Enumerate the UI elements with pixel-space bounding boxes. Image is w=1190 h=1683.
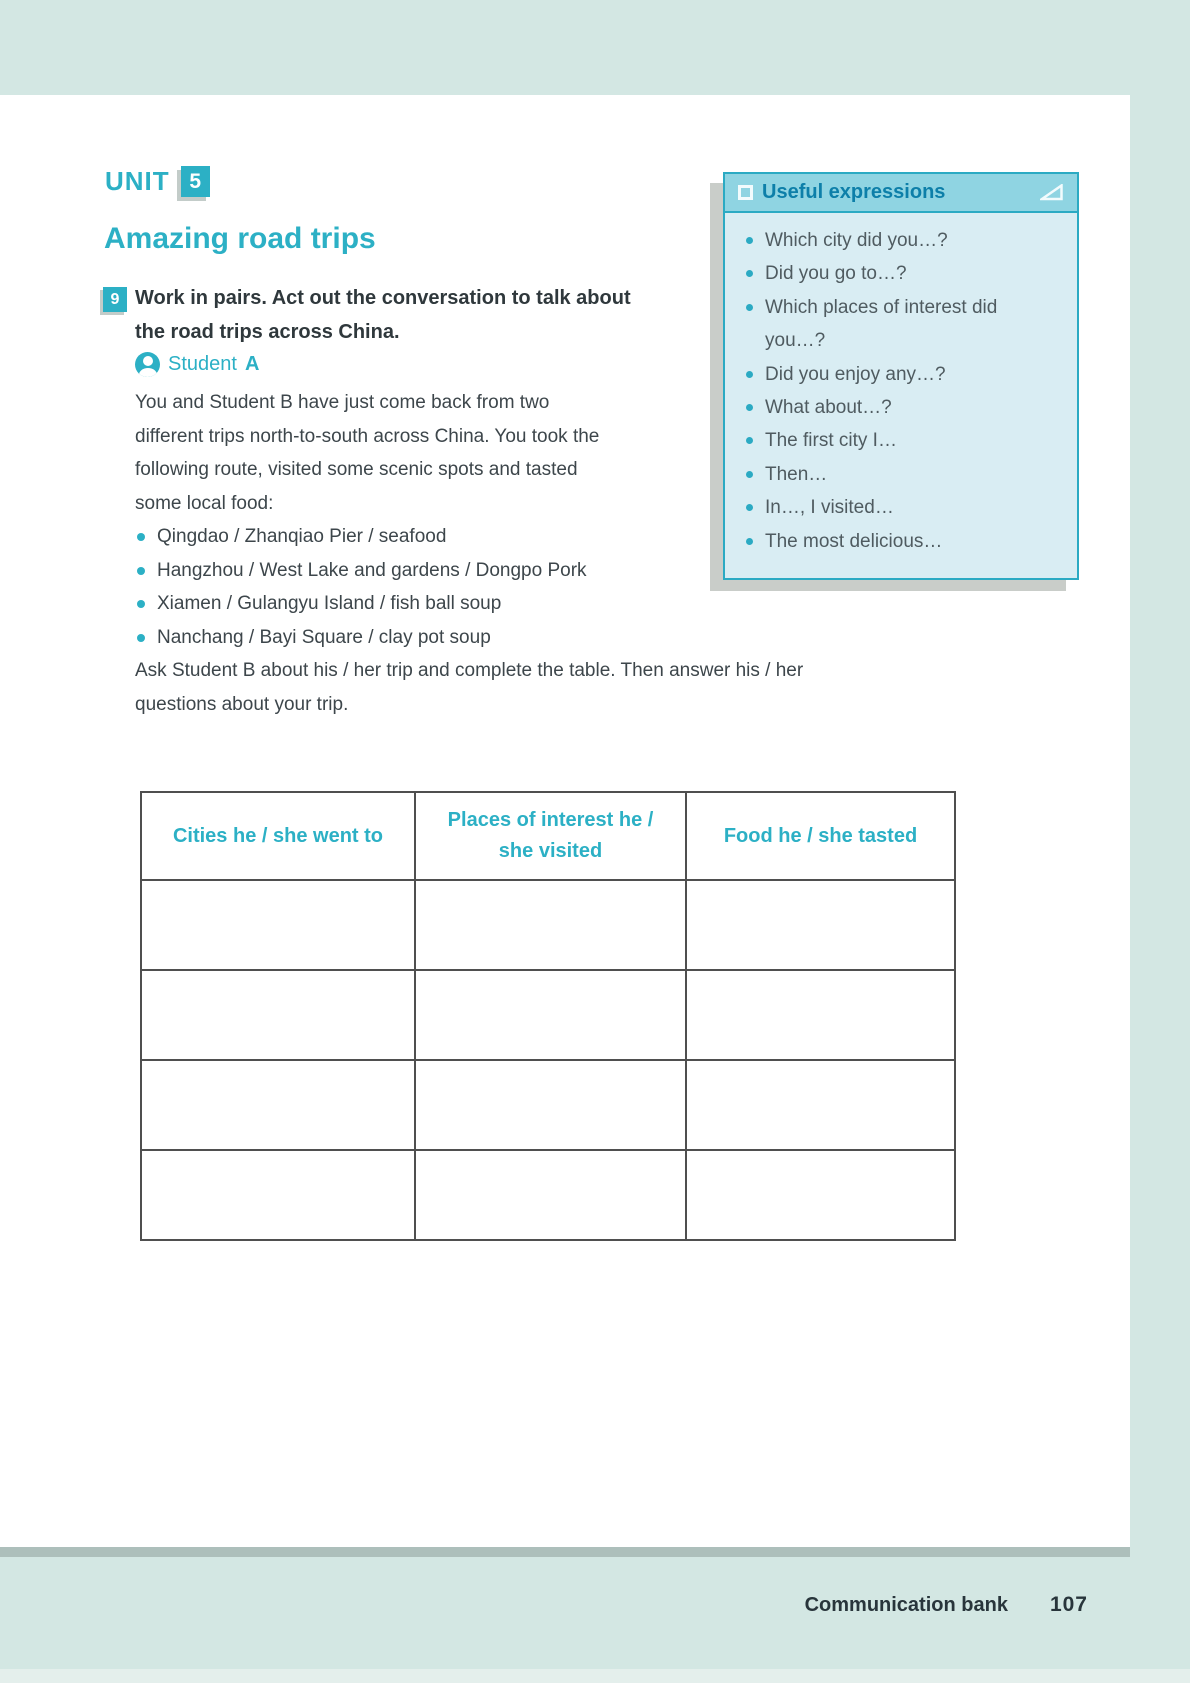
- unit-header: [105, 166, 210, 197]
- column-header-food: Food he / she tasted: [686, 792, 955, 880]
- useful-expressions-header: [725, 174, 1077, 213]
- footer-divider-strip: [0, 1547, 1130, 1557]
- expression-item: Did you go to…?: [725, 257, 1077, 290]
- empty-cell[interactable]: [686, 1150, 955, 1240]
- instruction-line: the road trips across China.: [135, 321, 400, 343]
- student-role-label: Student: [168, 353, 237, 375]
- table-row: [141, 880, 955, 970]
- empty-cell[interactable]: [415, 1060, 686, 1150]
- empty-cell[interactable]: [686, 970, 955, 1060]
- description-line: You and Student B have just come back from two: [135, 392, 550, 413]
- description-line: following route, visited some scenic spots and tasted: [135, 459, 578, 480]
- route-item: Qingdao / Zhanqiao Pier / seafood: [135, 520, 587, 554]
- exercise-instruction: [135, 281, 631, 349]
- empty-cell[interactable]: [415, 970, 686, 1060]
- route-list: [135, 520, 587, 654]
- expression-item: What about…?: [725, 391, 1077, 424]
- useful-expressions-list: [725, 213, 1077, 578]
- expression-item: The most delicious…: [725, 525, 1077, 558]
- empty-cell[interactable]: [686, 880, 955, 970]
- expression-item: Which places of interest did: [725, 291, 1077, 324]
- exercise-number-badge: 9: [103, 287, 127, 312]
- person-icon: [135, 352, 160, 377]
- completion-table: [140, 791, 956, 1241]
- empty-cell[interactable]: [686, 1060, 955, 1150]
- bottom-edge-band: [0, 1669, 1190, 1683]
- expression-item: The first city I…: [725, 424, 1077, 457]
- expression-item: Then…: [725, 458, 1077, 491]
- empty-cell[interactable]: [415, 880, 686, 970]
- useful-expressions-title: Useful expressions: [762, 181, 946, 203]
- expression-item: Which city did you…?: [725, 224, 1077, 257]
- description-line: some local food:: [135, 492, 274, 514]
- empty-cell[interactable]: [415, 1150, 686, 1240]
- page-title: Amazing road trips: [104, 222, 376, 255]
- triangle-icon: [1040, 184, 1064, 201]
- unit-label: UNIT: [105, 166, 170, 196]
- unit-number-badge: 5: [181, 166, 210, 197]
- expression-item-continuation: you…?: [765, 330, 826, 352]
- expression-item: Did you enjoy any…?: [725, 358, 1077, 391]
- task-text: Ask Student B about his / her trip and complete the table. Then answer his / her questions about your trip.: [135, 660, 804, 715]
- useful-expressions-box: [723, 172, 1079, 580]
- empty-cell[interactable]: [141, 1150, 415, 1240]
- table-row: [141, 1060, 955, 1150]
- empty-cell[interactable]: [141, 880, 415, 970]
- route-item: Nanchang / Bayi Square / clay pot soup: [135, 621, 587, 655]
- table-header-row: [141, 792, 955, 880]
- column-header-places: Places of interest he / she visited: [415, 792, 686, 880]
- empty-cell[interactable]: [141, 970, 415, 1060]
- empty-cell[interactable]: [141, 1060, 415, 1150]
- column-header-cities: Cities he / she went to: [141, 792, 415, 880]
- page-footer: [588, 1593, 1088, 1617]
- student-a-description: [135, 386, 599, 520]
- table-row: [141, 970, 955, 1060]
- instruction-line: Work in pairs. Act out the conversation to talk about: [135, 287, 631, 309]
- route-item: Hangzhou / West Lake and gardens / Dongpo Pork: [135, 554, 587, 588]
- student-role-letter: A: [244, 353, 260, 375]
- route-item: Xiamen / Gulangyu Island / fish ball soup: [135, 587, 587, 621]
- footer-section-label: Communication bank: [804, 1594, 1008, 1616]
- table-row: [141, 1150, 955, 1240]
- expression-item: In…, I visited…: [725, 491, 1077, 524]
- page-number: 107: [1049, 1593, 1088, 1616]
- description-line: different trips north-to-south across China. You took the: [135, 425, 600, 447]
- checkbox-square-icon: [738, 185, 753, 200]
- student-a-heading: [135, 352, 259, 377]
